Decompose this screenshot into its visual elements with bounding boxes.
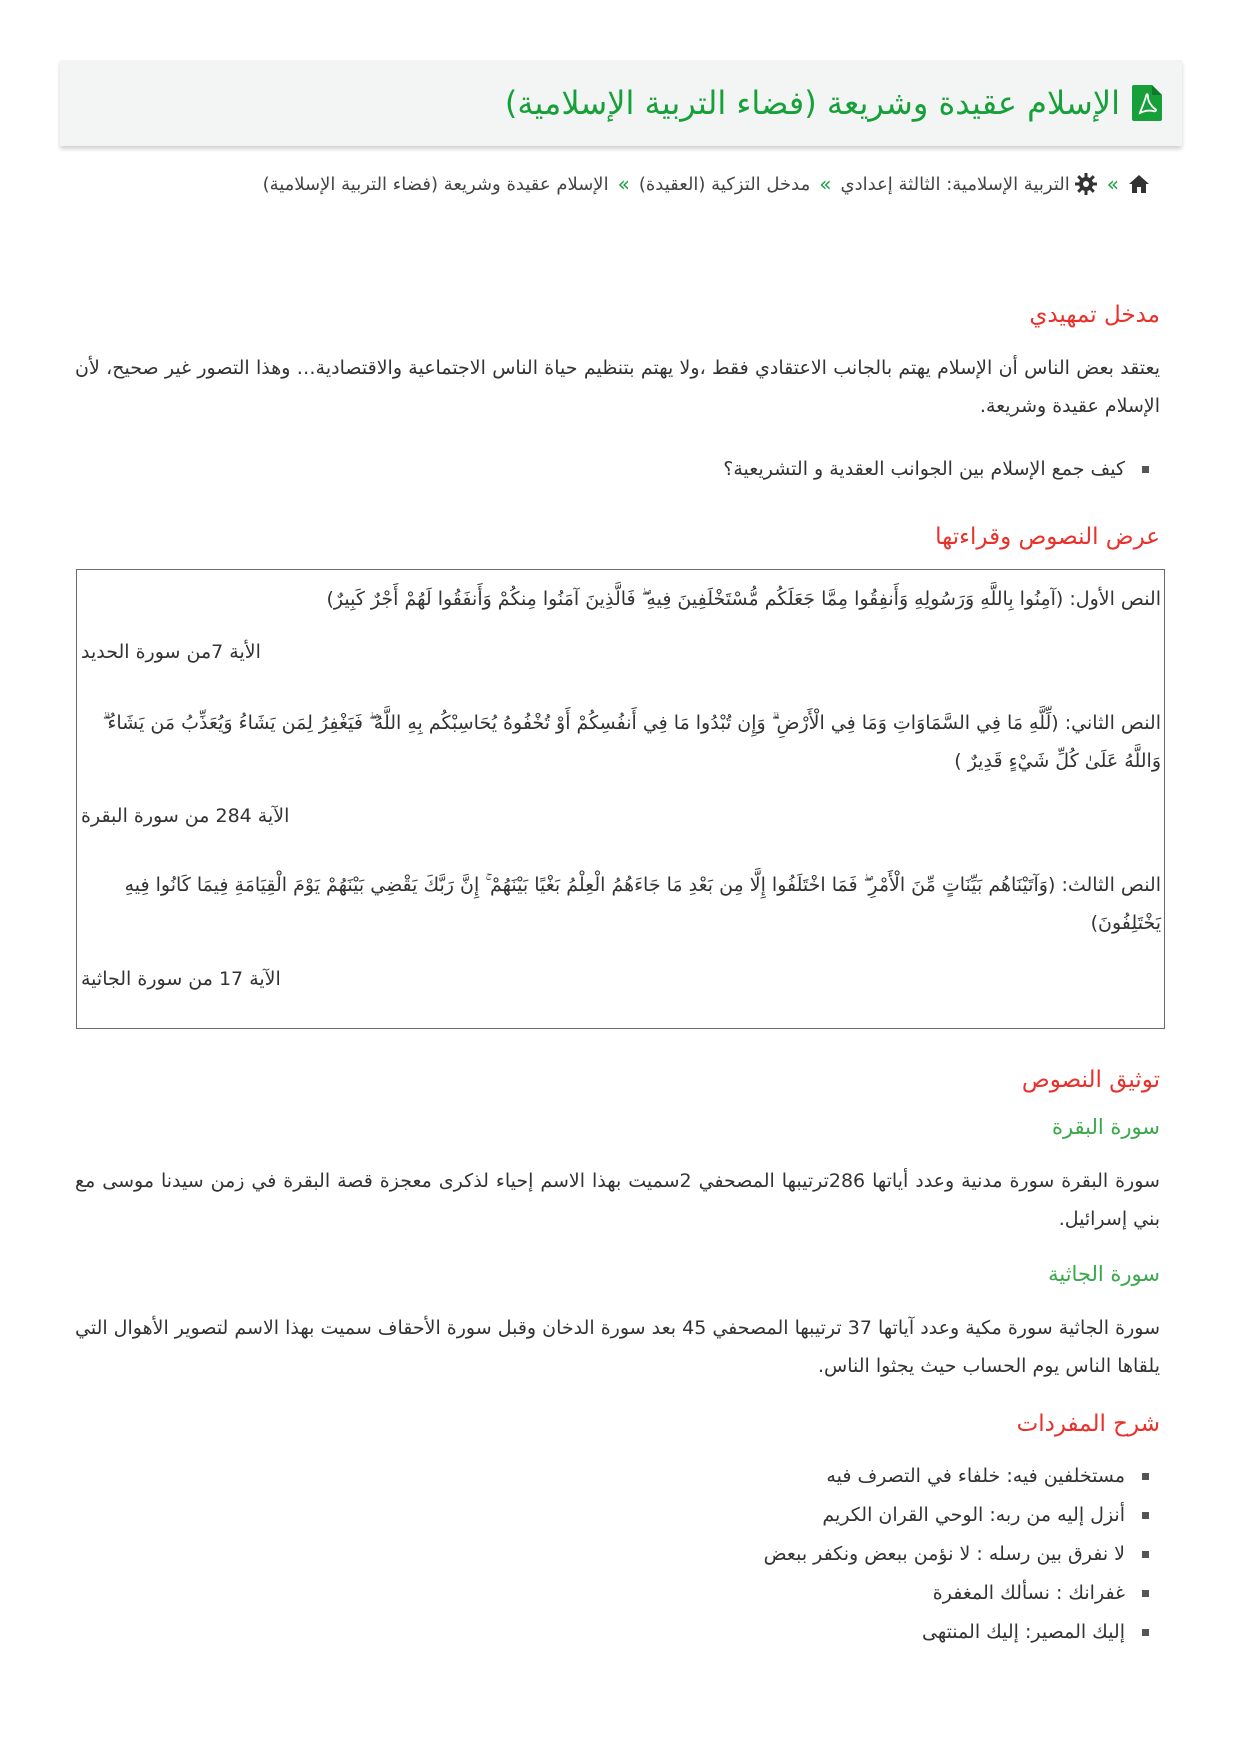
vocab-text: أنزل إليه من ربه: الوحي القران الكريم [822, 1504, 1125, 1526]
gear-icon [1074, 172, 1098, 196]
list-item [723, 450, 1160, 489]
intro-heading: مدخل تمهيدي [1029, 302, 1160, 328]
breadcrumb [263, 166, 1150, 202]
bullet-icon [1142, 1512, 1149, 1519]
bullet-icon [1142, 1590, 1149, 1597]
text-2-body: النص الثاني: (لِّلَّهِ مَا فِي السَّمَاوَاتِ وَمَا فِي الْأَرْضِ ۗ وَإِن تُبْدُوا مَا فِي أَنفُسِكُمْ أَوْ تُخْفُوهُ يُحَاسِبْكُم بِهِ اللَّهُ ۖ فَيَغْفِرُ لِمَن يَشَاءُ وَيُعَذِّبُ مَن يَشَاءُ ۗ وَاللَّهُ عَلَىٰ كُلِّ شَيْءٍ قَدِيرٌ ) [102, 712, 1161, 772]
jathiya-title: سورة الجاثية [1048, 1262, 1160, 1286]
vocab-text: لا نفرق بين رسله : لا نؤمن ببعض ونكفر ببعض [763, 1543, 1125, 1565]
breadcrumb-item-current: الإسلام عقيدة وشريعة (فضاء التربية الإسلامية) [262, 173, 609, 195]
text-2-reference: الآية 284 من سورة البقرة [81, 805, 290, 827]
baqara-title: سورة البقرة [1051, 1115, 1160, 1139]
text-1-body: النص الأول: (آمِنُوا بِاللَّهِ وَرَسُولِهِ وَأَنفِقُوا مِمَّا جَعَلَكُم مُّسْتَخْلَفِينَ فِيهِ ۖ فَالَّذِينَ آمَنُوا مِنكُمْ وَأَنفَقُوا لَهُمْ أَجْرٌ كَبِيرٌ) [326, 588, 1161, 610]
bullet-icon [1142, 1629, 1149, 1636]
baqara-paragraph: سورة البقرة سورة مدنية وعدد أياتها 286ترتيبها المصحفي 2سميت بهذا الاسم إحياء لذكرى معجزة قصة البقرة في زمن سيدنا موسى مع بني إسرائيل. [75, 1170, 1160, 1230]
texts-heading: عرض النصوص وقراءتها [935, 524, 1160, 550]
list-item [764, 1574, 1160, 1613]
breadcrumb-item-level[interactable]: التربية الإسلامية: الثالثة إعدادي [840, 173, 1070, 195]
jathiya-paragraph: سورة الجاثية سورة مكية وعدد آياتها 37 ترتيبها المصحفي 45 بعد سورة الدخان وقبل سورة الأحقاف سميت بهذا الاسم لتصوير الأهوال التي يلقاها الناس يوم الحساب حيث يجثوا الناس. [75, 1317, 1160, 1377]
list-item [764, 1613, 1160, 1652]
intro-paragraph: يعتقد بعض الناس أن الإسلام يهتم بالجانب الاعتقادي فقط ،ولا يهتم بتنظيم حياة الناس الاجتماعية والاقتصادية… وهذا التصور غير صحيح، لأن الإسلام عقيدة وشريعة. [75, 357, 1160, 417]
page-header [60, 60, 1182, 146]
bullet-icon [1142, 1551, 1149, 1558]
text-3-body: النص الثالث: (وَآتَيْنَاهُم بَيِّنَاتٍ مِّنَ الْأَمْرِ ۖ فَمَا اخْتَلَفُوا إِلَّا مِن بَعْدِ مَا جَاءَهُمُ الْعِلْمُ بَغْيًا بَيْنَهُمْ ۚ إِنَّ رَبَّكَ يَقْضِي بَيْنَهُمْ يَوْمَ الْقِيَامَةِ فِيمَا كَانُوا فِيهِ يَخْتَلِفُونَ) [124, 874, 1161, 934]
bullet-icon [1142, 466, 1149, 473]
list-item [764, 1457, 1160, 1496]
text-1-reference: الأية 7من سورة الحديد [81, 641, 261, 663]
intro-question-list [723, 450, 1160, 489]
list-item [764, 1496, 1160, 1535]
breadcrumb-separator: » [617, 172, 630, 196]
home-icon[interactable] [1128, 174, 1150, 194]
page-title: الإسلام عقيدة وشريعة (فضاء التربية الإسلامية) [504, 84, 1120, 122]
documentation-heading: توثيق النصوص [1021, 1067, 1160, 1093]
vocab-text: غفرانك : نسألك المغفرة [932, 1582, 1125, 1604]
vocab-text: مستخلفين فيه: خلفاء في التصرف فيه [826, 1465, 1125, 1487]
breadcrumb-separator: » [819, 172, 832, 196]
bullet-icon [1142, 1473, 1149, 1480]
list-item [764, 1535, 1160, 1574]
breadcrumb-item-unit[interactable]: مدخل التزكية (العقيدة) [638, 173, 811, 195]
vocab-text: إليك المصير: إليك المنتهى [921, 1621, 1125, 1643]
vocabulary-list [764, 1457, 1160, 1652]
quran-texts-box [76, 569, 1165, 1029]
question-text: كيف جمع الإسلام بين الجوانب العقدية و التشريعية؟ [723, 458, 1125, 480]
text-3-reference: الآية 17 من سورة الجاثية [81, 968, 281, 990]
pdf-icon[interactable] [1132, 85, 1162, 121]
breadcrumb-separator: » [1106, 172, 1119, 196]
vocabulary-heading: شرح المفردات [1016, 1411, 1160, 1437]
